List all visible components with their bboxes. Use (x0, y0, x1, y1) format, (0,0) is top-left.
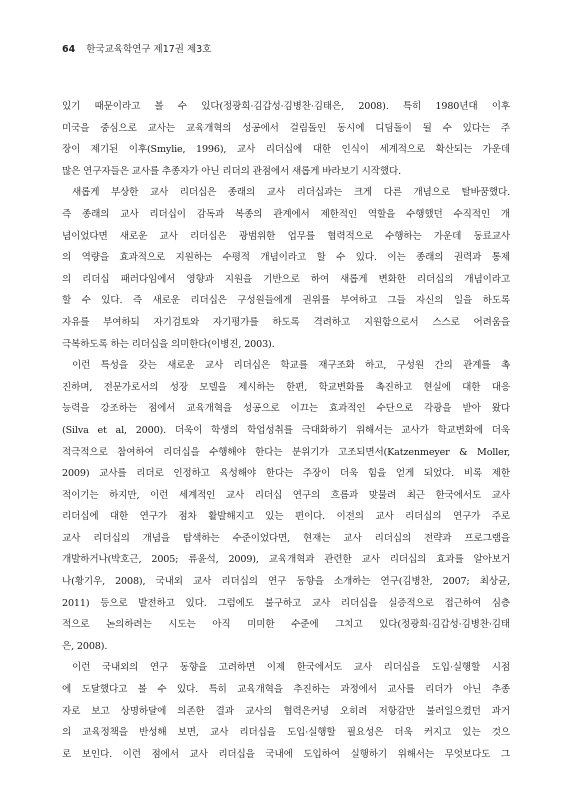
text-line: 교사 리더십의 개념을 탐색하는 수준이었다면, 현재는 교사 리더십의 전략과 프로그램을 (62, 532, 510, 544)
text-line: 있기 때문이라고 볼 수 있다(정광희·김갑성·김병찬·김태은, 2008). 특히 1980년대 이후 (62, 101, 510, 112)
text-line: 의 교육정책을 반성해 보면, 교사 리더십을 도입·실행할 필요성은 더욱 커지고 있는 것으 (62, 727, 510, 739)
text-line: 나(황기우, 2008), 국내외 교사 리더십의 연구 동향을 소개하는 연구(김병찬, 2007; 최상균, (62, 576, 510, 588)
text-line: 에 도달했다고 볼 수 있다. 특히 교육개혁을 추진하는 과정에서 교사를 리더가 아닌 추종 (62, 684, 510, 696)
text-line: 장이 제기된 이후(Smylie, 1996), 교사 리더십에 대한 인식이 세계적으로 확산되는 가운데 (62, 144, 510, 156)
text-line: 능력을 강조하는 점에서 교육개혁을 성공으로 이끄는 효과적인 수단으로 각광을 받아 왔다 (62, 403, 510, 415)
text-line: (Silva et al, 2000). 더욱이 학생의 학업성취를 극대화하기 위해서는 교사가 학교변화에 더욱 (62, 424, 510, 436)
page-number: 64 (62, 44, 76, 55)
text-line: 많은 연구자들은 교사를 추종자가 아닌 리더의 관점에서 새롭게 바라보기 시작했다. (62, 165, 401, 177)
text-line: 적으로 논의하려는 시도는 아직 미미한 수준에 그치고 있다(정광희·김갑성·김병찬·김태 (62, 619, 510, 631)
text-line: 념이었다면 새로운 교사 리더십은 광범위한 업무를 협력적으로 수행하는 가운데 동료교사 (62, 230, 510, 242)
text-line: 즉 종래의 교사 리더십이 감독과 복종의 관계에서 제한적인 역할을 수행했던 수직적인 개 (62, 208, 510, 220)
text-line: 진하며, 전문가로서의 성장 모델을 제시하는 한편, 학교변화를 촉진하고 현실에 대한 대응 (62, 381, 510, 393)
text-line: 극복하도록 하는 리더십을 의미한다(이병진, 2003). (62, 338, 275, 350)
journal-title: 한국교육학연구 제17권 제3호 (86, 44, 212, 55)
text-line: 의 리더십 패러다임에서 영향과 지원을 기반으로 하여 새롭게 변화한 리더십의 개념이라고 (62, 273, 510, 285)
text-line: 의 역량을 효과적으로 지원하는 수평적 개념이라고 할 수 있다. 이는 종래의 권력과 통제 (62, 252, 510, 264)
text-line: 이런 특성을 갖는 새로운 교사 리더십은 학교를 재구조화 하고, 구성원 간의 관계를 촉 (72, 360, 510, 372)
text-line: 이런 국내외의 연구 동향을 고려하면 이제 한국에서도 교사 리더십을 도입·실행할 시점 (72, 662, 510, 674)
text-line: 은, 2008). (62, 640, 108, 652)
text-line: 2009) 교사를 리더로 인정하고 육성해야 한다는 주장이 더욱 힘을 얻게 되었다. 비록 제한 (62, 468, 510, 480)
body-text (62, 96, 510, 765)
text-line: 미국을 중심으로 교사는 교육개혁의 성공에서 걸림돌인 동시에 디딤돌이 될 수 있다는 주 (62, 122, 510, 134)
text-line: 개발하거나(박호근, 2005; 류윤석, 2009), 교육개혁과 관련한 교사 리더십의 효과를 알아보거 (62, 554, 510, 566)
text-line: 할 수 있다. 즉 새로운 리더십은 구성원들에게 권위를 부여하고 그들 자신의 일을 하도록 (62, 295, 510, 307)
text-line: 자로 보고 상명하달에 의존한 결과 교사의 협력은커녕 오히려 저항감만 불러일으켰던 과거 (62, 705, 510, 717)
text-line: 적이기는 하지만, 이런 세계적인 교사 리더십 연구의 흐름과 맞물려 최근 한국에서도 교사 (62, 489, 510, 501)
text-line: 적극적으로 참여하여 리더십을 수행해야 한다는 분위기가 고조되면서(Katzenmeyer & Moller, (62, 446, 510, 458)
text-line: 2011) 등으로 발전하고 있다. 그럼에도 불구하고 교사 리더십을 실증적으로 접근하여 심층 (62, 597, 510, 609)
text-line: 리더십에 대한 연구가 점차 활발해지고 있는 편이다. 이전의 교사 리더십의 연구가 주로 (62, 511, 510, 523)
running-header (62, 41, 211, 55)
text-line: 새롭게 부상한 교사 리더십은 종래의 교사 리더십과는 크게 다른 개념으로 탈바꿈했다. (72, 187, 510, 199)
text-line: 로 보인다. 이런 점에서 교사 리더십을 국내에 도입하여 실행하기 위해서는 무엇보다도 그 (62, 748, 510, 760)
text-line: 자유를 부여하되 자기검토와 자기평가를 하도록 격려하고 지원함으로서 스스로 어려움을 (62, 316, 510, 328)
